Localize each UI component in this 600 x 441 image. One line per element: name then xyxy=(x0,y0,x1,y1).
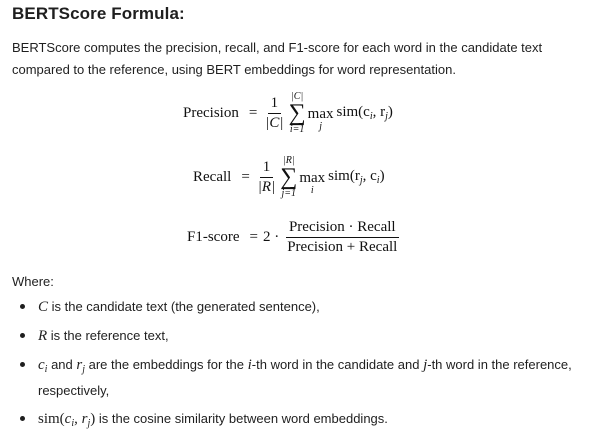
f1-fraction-num: Precision · Recall xyxy=(286,219,399,238)
precision-equals: = xyxy=(248,104,258,121)
precision-fraction-den: |C| xyxy=(265,114,284,131)
precision-max-op: max xyxy=(307,105,334,122)
where-label: Where: xyxy=(12,274,54,289)
list-item: $c_i$ and $r_j$ are the embeddings for the i-th word in the candidate and j-th word in the reference, respectively, xyxy=(0,354,600,401)
f1-lhs: F1-score xyxy=(187,229,240,245)
section-heading: BERTScore Formula: xyxy=(12,4,185,23)
recall-sim: $sim(r_j$, $c_i$) xyxy=(328,168,385,186)
precision-sum-lower: i=1 xyxy=(289,124,305,135)
recall-equals: = xyxy=(241,168,250,185)
precision-lhs: Precision xyxy=(183,104,239,121)
precision-equation xyxy=(183,91,393,135)
f1-equation xyxy=(187,219,400,256)
recall-fraction xyxy=(255,159,278,196)
recall-fraction-den: |R| xyxy=(257,178,276,195)
recall-equation xyxy=(193,155,385,199)
precision-fraction-num: 1 xyxy=(268,95,282,114)
definitions-list xyxy=(0,296,600,441)
summation-icon: ∑ xyxy=(288,100,306,126)
list-item: R is the reference text, xyxy=(0,325,600,347)
precision-sim: $sim(c_i$, $r_j$) xyxy=(336,104,393,122)
precision-sum xyxy=(289,91,306,135)
f1-equals: = xyxy=(249,229,258,245)
f1-fraction-den: Precision + Recall xyxy=(287,239,398,255)
f1-factor: 2 · xyxy=(262,229,280,245)
list-item: C is the candidate text (the generated sentence), xyxy=(0,296,600,318)
recall-max xyxy=(299,171,325,196)
precision-max-sub: j xyxy=(319,120,322,132)
recall-max-op: max xyxy=(299,169,326,186)
summation-icon: ∑ xyxy=(280,164,298,190)
recall-fraction-num: 1 xyxy=(260,159,274,178)
intro-paragraph: BERTScore computes the precision, recall, and F1-score for each word in the candidate text compared to the reference, using BERT embeddings for word representation. xyxy=(12,40,543,77)
recall-sum-lower: j=1 xyxy=(281,188,297,199)
list-item: $sim(c_i$, $r_j$) is the cosine similarity between word embeddings. xyxy=(0,408,600,434)
f1-fraction xyxy=(284,219,400,256)
recall-sum xyxy=(280,155,297,199)
precision-sum-upper: |C| xyxy=(291,91,304,102)
recall-lhs: Recall xyxy=(193,168,232,185)
recall-sum-upper: |R| xyxy=(282,155,295,166)
precision-max xyxy=(308,107,334,132)
recall-max-sub: i xyxy=(310,184,314,196)
precision-fraction xyxy=(262,95,286,132)
